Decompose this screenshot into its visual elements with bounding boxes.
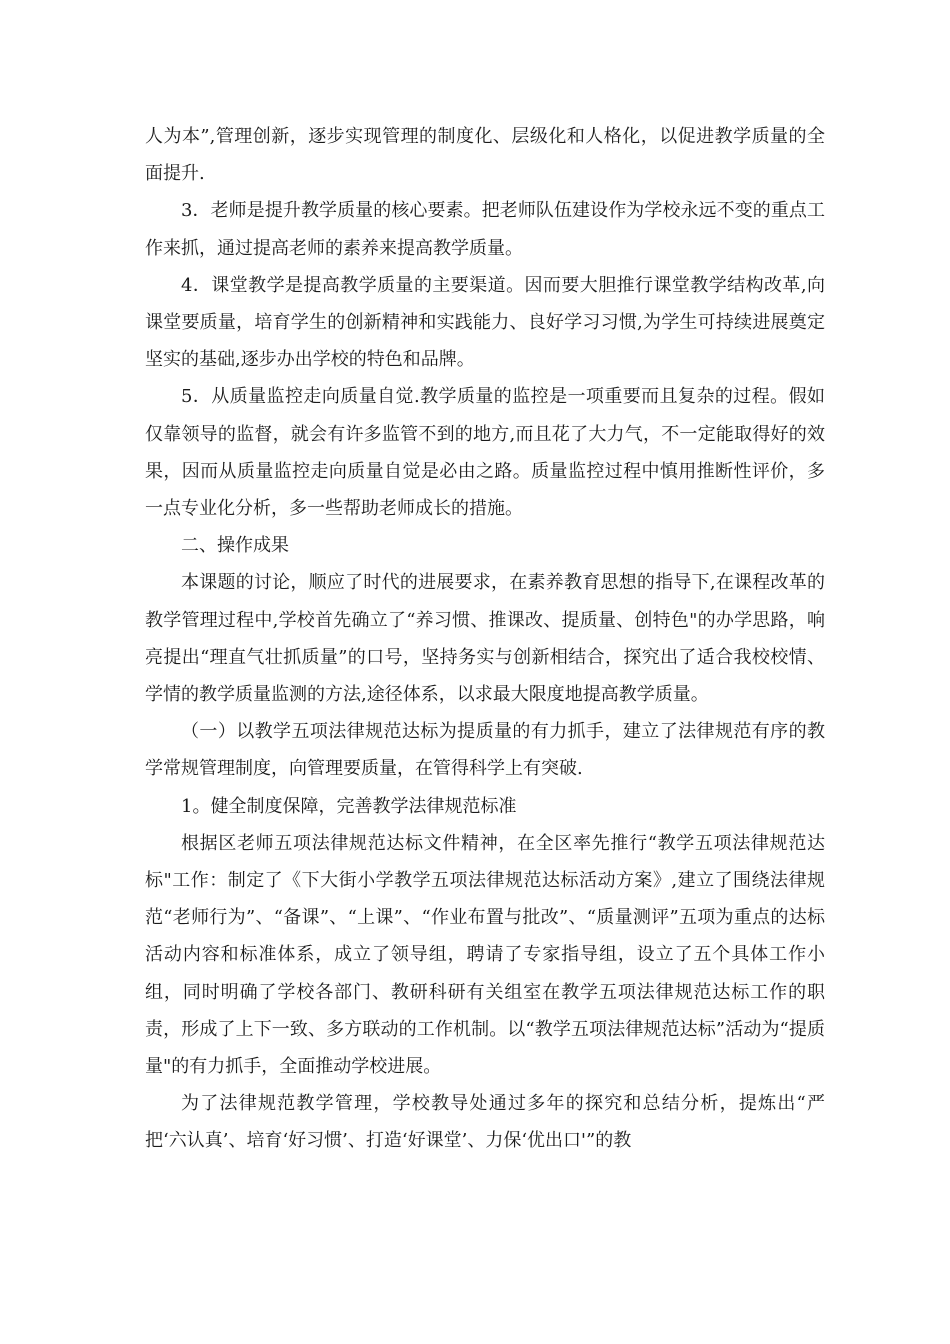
paragraph-continuation: 人为本”,管理创新，逐步实现管理的制度化、层级化和人格化，以促进教学质量的全面提升. bbox=[145, 126, 825, 185]
paragraph-standards: 根据区老师五项法律规范达标文件精神，在全区率先推行“教学五项法律规范达标"工作：制定了《下大街小学教学五项法律规范达标活动方案》,建立了围绕法律规范“老师行为”、“备课”、“上课”、“作业布置与批改”、“质量测评”五项为重点的达标活动内容和标准体系，成立了领导组，聘请了专家指导组，设立了五个具体工作小组，同时明确了学校各部门、教研科研有关组室在教学五项法律规范达标工作的职责，形成了上下一致、多方联动的工作机制。以“教学五项法律规范达标”活动为“提质量"的有力抓手，全面推动学校进展。 bbox=[145, 832, 825, 1078]
paragraph-item-3: 3．老师是提升教学质量的核心要素。把老师队伍建设作为学校永远不变的重点工作来抓，通过提高老师的素养来提高教学质量。 bbox=[145, 200, 825, 259]
subsection-heading-one: （一）以教学五项法律规范达标为提质量的有力抓手，建立了法律规范有序的教学常规管理制度，向管理要质量，在管得科学上有突破. bbox=[145, 721, 825, 780]
paragraph-results-intro: 本课题的讨论，顺应了时代的进展要求，在素养教育思想的指导下,在课程改革的教学管理过程中,学校首先确立了“养习惯、推课改、提质量、创特色"的办学思路，响亮提出“理直气壮抓质量”的口号，坚持务实与创新相结合，探究出了适合我校校情、学情的教学质量监测的方法,途径体系，以求最大限度地提高教学质量。 bbox=[145, 572, 825, 706]
subheading-system-guarantee: 1。健全制度保障，完善教学法律规范标准 bbox=[181, 795, 517, 817]
paragraph-teaching-management: 为了法律规范教学管理，学校教导处通过多年的探究和总结分析，提炼出“严把‘六认真’、培育‘好习惯’、打造‘好课堂’、力保‘优出口'”的教 bbox=[145, 1093, 825, 1152]
section-heading-results: 二、操作成果 bbox=[181, 535, 289, 557]
paragraph-item-5: 5．从质量监控走向质量自觉.教学质量的监控是一项重要而且复杂的过程。假如仅靠领导的监督，就会有许多监管不到的地方,而且花了大力气，不一定能取得好的效果，因而从质量监控走向质量自觉是必由之路。质量监控过程中慎用推断性评价，多一点专业化分析，多一些帮助老师成长的措施。 bbox=[145, 386, 825, 520]
paragraph-item-4: 4．课堂教学是提高教学质量的主要渠道。因而要大胆推行课堂教学结构改革,向课堂要质量，培育学生的创新精神和实践能力、良好学习习惯,为学生可持续进展奠定坚实的基础,逐步办出学校的特色和品牌。 bbox=[145, 274, 825, 371]
document-body bbox=[145, 118, 825, 1160]
